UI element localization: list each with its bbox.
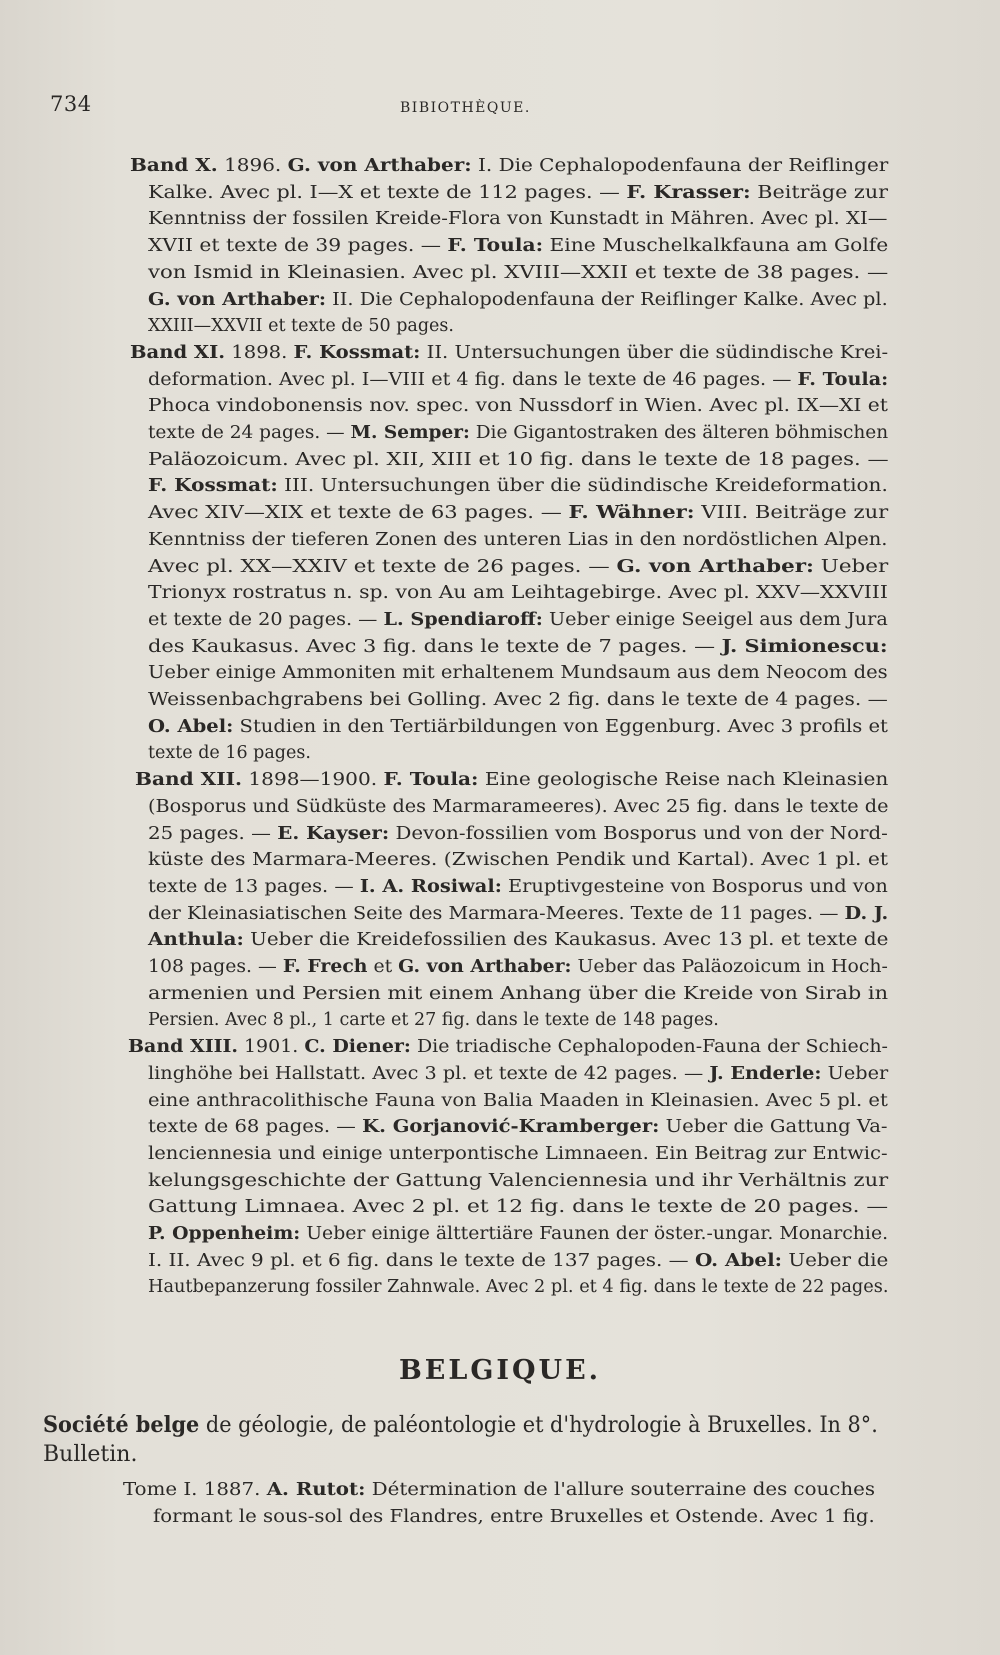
entry-text: Ueber einige älttertiäre Faunen der öster.-ungar. Monarchie. — [300, 1224, 889, 1244]
entry-text: Tome I. 1887. — [123, 1480, 267, 1500]
author-name: F. Kossmat: — [293, 342, 421, 363]
author-name: F. Frech — [282, 957, 368, 977]
running-head: BIBIOTHÈQUE. — [400, 100, 531, 116]
text-line — [148, 661, 888, 685]
entry-text: Studien in den Tertiärbildungen von Eggenburg. Avec 3 profils et — [233, 716, 888, 737]
entry-text: Trionyx rostratus n. sp. von Au am Leihtagebirge. Avec pl. XXV—XXVIII — [148, 583, 888, 604]
text-line — [148, 1195, 888, 1219]
author-name: F. Wähner: — [568, 503, 695, 524]
author-name: Société belge — [43, 1412, 200, 1438]
author-name: G. von Arthaber: — [398, 957, 572, 977]
text-line — [130, 341, 888, 365]
text-line — [148, 1062, 888, 1086]
tome-line — [153, 1505, 875, 1529]
text-line — [148, 902, 888, 926]
entry-text: Ueber das Paläozoicum in Hoch- — [571, 957, 888, 977]
text-line — [148, 1169, 888, 1193]
author-name: G. von Arthaber: — [287, 156, 472, 176]
text-line — [148, 314, 454, 338]
entry-text: Ueber die — [781, 1250, 889, 1271]
entry-text: et texte de 20 pages. — — [148, 609, 384, 630]
entry-text: Ueber einige Ammoniten mit erhaltenem Mundsaum aus dem Neocom des — [148, 663, 888, 684]
entry-text: XXIII—XXVII et texte de 50 pages. — [148, 316, 454, 337]
society-line — [43, 1440, 137, 1470]
entry-text: eine anthracolithische Fauna von Balia Maaden in Kleinasien. Avec 5 pl. et — [148, 1090, 888, 1111]
entry-text: 1901. — [237, 1037, 305, 1058]
text-line — [148, 555, 888, 579]
entry-text: Ueber einige Seeigel aus dem Jura — [542, 609, 888, 630]
author-name: Band XI. — [130, 342, 226, 363]
entry-text: de géologie, de paléontologie et d'hydrologie à Bruxelles. In 8°. — [199, 1413, 878, 1438]
entry-text: Eruptivgesteine von Bosporus und von — [501, 876, 888, 897]
entry-text: texte de 13 pages. — — [148, 876, 360, 897]
text-line — [148, 261, 888, 285]
entry-text: Eine geologische Reise nach Kleinasien — [478, 770, 889, 791]
author-name: G. von Arthaber: — [616, 556, 814, 577]
text-line — [148, 1115, 887, 1139]
text-line — [148, 528, 888, 552]
entry-text: küste des Marmara-Meeres. (Zwischen Pendik und Kartal). Avec 1 pl. et — [148, 850, 888, 871]
text-line — [148, 822, 888, 846]
text-line — [148, 421, 888, 445]
entry-text: Ueber — [813, 556, 889, 577]
author-name: D. J. — [844, 903, 889, 924]
text-line — [128, 1035, 888, 1059]
entry-text: texte de 68 pages. — — [148, 1117, 363, 1138]
author-name: J. Simionescu: — [721, 636, 888, 657]
entry-text: I. Die Cephalopodenfauna der Reiflinger — [471, 156, 889, 176]
author-name: F. Kossmat: — [148, 476, 278, 497]
author-name: F. Krasser: — [626, 182, 751, 203]
entry-text: des Kaukasus. Avec 3 fig. dans le texte de 7 pages. — — [148, 636, 722, 657]
entry-text: Hautbepanzerung fossiler Zahnwale. Avec 2 pl. et 4 fig. dans le texte de 22 pages. — [148, 1277, 889, 1298]
text-line — [148, 288, 888, 312]
entry-text: Ueber die Kreidefossilien des Kaukasus. Avec 13 pl. et texte de — [243, 930, 889, 951]
text-line — [148, 1249, 888, 1273]
entry-text: von Ismid in Kleinasien. Avec pl. XVIII—XXII et texte de 38 pages. — — [148, 262, 889, 283]
entry-text: 1898—1900. — [242, 770, 384, 791]
entry-text: Kenntniss der fossilen Kreide-Flora von Kunstadt in Mähren. Avec pl. XI— — [148, 209, 888, 230]
text-line — [135, 768, 888, 792]
text-line — [148, 608, 888, 632]
entry-text: Avec pl. XX—XXIV et texte de 26 pages. — — [148, 556, 617, 577]
text-line — [148, 394, 888, 418]
text-line — [148, 181, 888, 205]
text-line — [148, 928, 888, 952]
text-line — [148, 474, 888, 498]
entry-text: Ueber — [821, 1063, 889, 1084]
author-name: F. Toula: — [383, 770, 479, 791]
author-name: O. Abel: — [148, 716, 234, 737]
entry-text: Beiträge zur — [750, 182, 889, 203]
entry-text: 25 pages. — — [148, 823, 278, 844]
text-line — [148, 1275, 888, 1299]
section-title: BELGIQUE. — [398, 1355, 602, 1386]
text-line — [148, 581, 888, 605]
entry-text: Die Gigantostraken des älteren böhmischen — [469, 423, 889, 443]
society-line — [43, 1410, 878, 1441]
author-name: M. Semper: — [350, 423, 470, 443]
author-name: C. Diener: — [304, 1037, 411, 1058]
entry-text: 108 pages. — — [148, 957, 283, 977]
author-name: G. von Arthaber: — [148, 289, 327, 310]
author-name: Band XII. — [135, 770, 243, 791]
text-line — [148, 715, 888, 739]
author-name: Band XIII. — [128, 1037, 238, 1058]
author-name: L. Spendiaroff: — [383, 609, 543, 630]
author-name: Anthula: — [148, 930, 244, 951]
entry-text: kelungsgeschichte der Gattung Valenciennesia und ihr Verhältnis zur — [148, 1170, 889, 1191]
entry-text: Devon-fossilien vom Bosporus und von der Nord- — [389, 823, 888, 844]
author-name: P. Oppenheim: — [148, 1224, 301, 1244]
author-name: Band X. — [130, 156, 218, 176]
text-line — [130, 154, 888, 178]
author-name: I. A. Rosiwal: — [359, 876, 502, 897]
entry-text: XVII et texte de 39 pages. — — [148, 236, 448, 257]
entry-text: Die triadische Cephalopoden-Fauna der Schiech- — [410, 1037, 888, 1058]
entry-text: lenciennesia und einige unterpontische Limnaeen. Ein Beitrag zur Entwic- — [148, 1143, 888, 1164]
text-line — [148, 795, 888, 819]
tome-line — [123, 1478, 875, 1502]
entry-text: III. Untersuchungen über die südindische Kreideformation. — [277, 476, 888, 497]
text-line — [148, 501, 888, 525]
entry-text: Gattung Limnaea. Avec 2 pl. et 12 fig. dans le texte de 20 pages. — — [148, 1197, 889, 1218]
entry-text: linghöhe bei Hallstatt. Avec 3 pl. et texte de 42 pages. — — [148, 1063, 710, 1084]
text-line — [148, 1008, 719, 1032]
entry-text: Ueber die Gattung Va- — [659, 1117, 888, 1138]
author-name: J. Enderle: — [709, 1063, 822, 1084]
text-line — [148, 368, 888, 392]
entry-text: 1896. — [217, 156, 288, 176]
text-line — [148, 875, 888, 899]
text-line — [148, 688, 888, 712]
text-line — [148, 234, 888, 258]
entry-text: Kalke. Avec pl. I—X et texte de 112 pages. — — [148, 182, 627, 203]
entry-text: Phoca vindobonensis nov. spec. von Nussdorf in Wien. Avec pl. IX—XI et — [148, 396, 888, 417]
text-line — [148, 955, 888, 979]
entry-text: Weissenbachgrabens bei Golling. Avec 2 fig. dans le texte de 4 pages. — — [148, 690, 888, 710]
entry-text: 1898. — [225, 342, 294, 363]
entry-text: texte de 24 pages. — — [148, 423, 351, 443]
text-line — [148, 448, 889, 472]
text-line — [148, 1222, 888, 1246]
text-line — [148, 848, 888, 872]
text-line — [148, 741, 311, 765]
entry-text: (Bosporus und Südküste des Marmarameeres). Avec 25 fig. dans le texte de — [148, 796, 889, 817]
author-name: K. Gorjanović-Kramberger: — [362, 1117, 660, 1138]
text-line — [148, 1089, 888, 1113]
page-number: 734 — [50, 92, 92, 116]
text-line — [148, 207, 887, 231]
text-line — [148, 982, 888, 1006]
author-name: E. Kayser: — [277, 823, 390, 844]
entry-text: deformation. Avec pl. I—VIII et 4 fig. dans le texte de 46 pages. — — [148, 369, 798, 390]
entry-text: Bulletin. — [43, 1442, 138, 1467]
entry-text: VIII. Beiträge zur — [694, 503, 889, 524]
entry-text: formant le sous-sol des Flandres, entre Bruxelles et Ostende. Avec 1 fig. — [153, 1507, 875, 1527]
entry-text: Kenntniss der tieferen Zonen des unteren Lias in den nordöstlichen Alpen. — [148, 529, 888, 550]
entry-text: texte de 16 pages. — [148, 743, 311, 764]
entry-text: II. Die Cephalopodenfauna der Reiflinger Kalke. Avec pl. — [326, 289, 888, 310]
text-line — [148, 1142, 888, 1166]
entry-text: I. II. Avec 9 pl. et 6 fig. dans le texte de 137 pages. — — [148, 1250, 695, 1271]
entry-text: Avec XIV—XIX et texte de 63 pages. — — [148, 503, 569, 524]
entry-text: der Kleinasiatischen Seite des Marmara-Meeres. Texte de 11 pages. — — [148, 903, 845, 924]
entry-text: et — [367, 957, 399, 977]
entry-text: Persien. Avec 8 pl., 1 carte et 27 fig. dans le texte de 148 pages. — [148, 1010, 719, 1031]
entry-text: armenien und Persien mit einem Anhang über die Kreide von Sirab in — [148, 983, 889, 1004]
entry-text: Détermination de l'allure souterraine des couches — [365, 1480, 875, 1500]
entry-text: Paläozoicum. Avec pl. XII, XIII et 10 fig. dans le texte de 18 pages. — — [148, 449, 889, 470]
author-name: F. Toula: — [797, 369, 889, 390]
entry-text: II. Untersuchungen über die südindische Krei- — [420, 342, 889, 363]
author-name: F. Toula: — [447, 236, 544, 257]
author-name: A. Rutot: — [266, 1480, 366, 1500]
text-line — [148, 635, 888, 659]
entry-text: Eine Muschelkalkfauna am Golfe — [543, 236, 889, 257]
author-name: O. Abel: — [694, 1250, 782, 1271]
